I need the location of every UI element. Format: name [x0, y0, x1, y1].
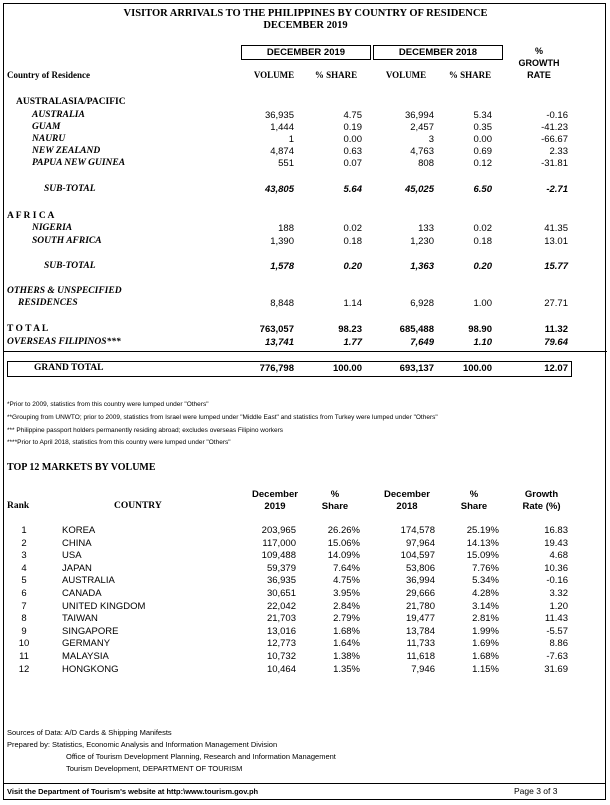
volume-2018: 808 [418, 158, 434, 169]
share-2019: 14.09% [327, 550, 360, 562]
volume-2019: 22,042 [266, 600, 296, 612]
table-row [4, 664, 607, 676]
volume-2019: 10,732 [266, 651, 296, 662]
share-2019: 2.79% [333, 613, 360, 625]
country-name: NAURU [32, 134, 66, 144]
table-row [4, 626, 607, 638]
period-header-2018: DECEMBER 2018 [373, 45, 503, 60]
volume-2019: 203,965 [261, 525, 296, 536]
others-label-line1: OTHERS & UNSPECIFIED [7, 286, 122, 296]
volume-2018: 7,649 [410, 337, 434, 348]
growth-rate: 11.43 [544, 613, 568, 625]
country: CANADA [62, 588, 102, 599]
table-row [4, 134, 607, 146]
share-2018: 4.28% [472, 588, 499, 599]
share-2019: 5.64 [343, 184, 362, 195]
volume-2019: 36,935 [266, 575, 296, 587]
rank: 1 [21, 525, 27, 536]
growth-rate: -7.63 [546, 651, 568, 662]
table-row [4, 110, 607, 122]
country: GERMANY [62, 638, 111, 650]
volume-2019: 59,379 [266, 562, 296, 574]
dec2019-header-1: December [252, 489, 298, 500]
rank: 5 [21, 575, 27, 587]
country: KOREA [62, 525, 96, 536]
growth-rate: -0.16 [546, 575, 568, 587]
growth-rate: 4.68 [549, 550, 568, 562]
share-2018: 15.09% [466, 550, 499, 562]
share-2018: 6.50 [473, 184, 492, 195]
table-row [4, 158, 607, 170]
growth-rate: -0.16 [546, 110, 568, 121]
share-2019: 0.00 [343, 134, 362, 145]
volume-2018: 104,597 [400, 550, 435, 562]
rank: 10 [18, 638, 30, 650]
footnote: ****Prior to April 2018, statistics from this country were lumped under "Others" [7, 439, 231, 446]
country-header: COUNTRY [114, 501, 162, 511]
footnote: **Grouping from UNWTO; prior to 2009, statistics from Israel were lumped under "Middle East" and statistics from Turkey were lumped under "Others" [7, 414, 438, 421]
share-2018: 98.90 [468, 324, 492, 335]
growth-header-3: RATE [527, 70, 551, 80]
share-header-2018: % SHARE [448, 70, 492, 80]
growth-rate: 13.01 [544, 236, 568, 247]
overseas-filipinos-row [4, 337, 607, 349]
share-2019: 98.23 [338, 324, 362, 335]
subtotal-label: SUB-TOTAL [44, 184, 96, 194]
table-row [4, 550, 607, 562]
rank: 3 [21, 550, 27, 562]
volume-2019: 763,057 [259, 324, 294, 335]
share-2019: 1.64% [333, 638, 360, 650]
share-2018: 1.99% [472, 625, 499, 637]
volume-2018: 2,457 [410, 122, 434, 133]
share-2019: 4.75% [333, 575, 360, 587]
share-2018: 1.69% [472, 638, 499, 650]
share-2018: 1.10 [473, 337, 492, 348]
volume-2019: 117,000 [262, 537, 296, 549]
volume-2019: 12,773 [266, 638, 296, 650]
table-row [4, 538, 607, 550]
rank: 7 [21, 600, 27, 612]
dec2018-header-2: 2018 [396, 501, 418, 512]
country-name: AUSTRALIA [32, 110, 85, 120]
growth-rate: -41.23 [541, 122, 568, 133]
share-2019: 0.19 [343, 122, 362, 133]
volume-2019: 13,016 [266, 625, 296, 637]
rank: 2 [21, 537, 27, 549]
volume-2019: 10,464 [266, 663, 296, 675]
country: CHINA [62, 537, 92, 549]
share-2018: 25.19% [466, 525, 499, 536]
volume-2019: 36,935 [264, 110, 294, 121]
share-2018: 0.69 [473, 146, 492, 157]
region-africa: A F R I C A [7, 211, 55, 221]
country: TAIWAN [62, 613, 98, 625]
volume-2018: 1,363 [410, 261, 434, 272]
share-2018: 0.00 [473, 134, 492, 145]
growth-rate: -5.57 [546, 625, 568, 637]
growth-rate: 41.35 [544, 223, 568, 234]
country: AUSTRALIA [62, 575, 115, 587]
share2019-header-2: Share [321, 501, 349, 512]
country-name: PAPUA NEW GUINEA [32, 158, 126, 168]
volume-2019: 1,444 [270, 122, 294, 133]
total-label: T O T A L [7, 324, 49, 334]
share2018-header-1: % [469, 489, 479, 500]
volume-2018: 174,578 [400, 525, 435, 536]
footnote: *** Philippine passport holders permanently residing abroad; excludes overseas Filipino workers [7, 427, 284, 434]
others-row [4, 298, 607, 310]
volume-2018: 1,230 [410, 236, 434, 247]
others-label-line2: RESIDENCES [18, 298, 78, 308]
report-page [3, 3, 606, 800]
share-2018: 5.34 [473, 110, 492, 121]
rank: 6 [21, 588, 27, 599]
growth-rate: 2.33 [549, 146, 568, 157]
volume-2019: 1 [288, 134, 294, 145]
share-2018: 7.76% [472, 562, 499, 574]
rank: 9 [21, 625, 27, 637]
office-text-2: Tourism Development, DEPARTMENT OF TOURISM [66, 764, 243, 773]
volume-2018: 21,780 [405, 600, 435, 612]
volume-2018: 53,806 [405, 562, 435, 574]
share-2018: 2.81% [472, 613, 499, 625]
volume-2018: 45,025 [404, 184, 434, 195]
volume-header-2019: VOLUME [253, 70, 295, 80]
volume-2019: 109,488 [261, 550, 296, 562]
country: UNITED KINGDOM [62, 600, 146, 612]
growth-rate: 8.86 [549, 638, 568, 650]
share-2018: 0.35 [473, 122, 492, 133]
country-name: SOUTH AFRICA [32, 236, 102, 246]
share-2018: 0.12 [473, 158, 492, 169]
table-row [4, 601, 607, 613]
rank: 11 [19, 651, 29, 662]
footnote: *Prior to 2009, statistics from this country were lumped under "Others" [7, 401, 209, 408]
share-2019: 3.95% [333, 588, 360, 599]
subtotal-row [4, 261, 607, 273]
share-2019: 0.18 [343, 236, 362, 247]
page-number: Page 3 of 3 [514, 786, 558, 796]
growth-rate: 10.36 [544, 562, 568, 574]
volume-2019: 8,848 [270, 298, 294, 309]
growth-rate: -66.67 [541, 134, 568, 145]
share-2018: 14.13% [466, 537, 499, 549]
footer-divider [4, 783, 605, 784]
divider [4, 351, 607, 352]
subtotal-row [4, 184, 607, 196]
growth-rate: 11.32 [544, 324, 568, 335]
volume-2019: 1,578 [270, 261, 294, 272]
share-2019: 0.20 [343, 261, 362, 272]
growth-header-a: Growth [524, 489, 559, 500]
growth-rate: 27.71 [544, 298, 568, 309]
share-2018: 5.34% [472, 575, 499, 587]
share-2019: 1.77 [343, 337, 362, 348]
share-2019: 1.14 [343, 298, 362, 309]
table-row [4, 223, 607, 235]
growth-rate: 3.32 [549, 588, 568, 599]
growth-rate: 79.64 [544, 337, 568, 348]
share-2019: 0.63 [343, 146, 362, 157]
table-row [4, 575, 607, 587]
country-name: GUAM [32, 122, 61, 132]
subtotal-label: SUB-TOTAL [44, 261, 96, 271]
share-2019: 7.64% [333, 562, 360, 574]
total-row [4, 324, 607, 336]
country: SINGAPORE [62, 625, 119, 637]
country: USA [62, 550, 82, 562]
volume-2018: 29,666 [405, 588, 435, 599]
rank: 4 [21, 562, 27, 574]
volume-2018: 133 [418, 223, 434, 234]
volume-2018: 11,618 [406, 651, 435, 662]
grand-total-label: GRAND TOTAL [34, 363, 104, 373]
share-2018: 1.00 [473, 298, 492, 309]
table-row [4, 588, 607, 600]
growth-header-b: Rate (%) [522, 501, 561, 512]
growth-rate: 1.20 [549, 600, 568, 612]
share-2019: 0.07 [343, 158, 362, 169]
office-text-1: Office of Tourism Development Planning, Research and Information Management [66, 752, 336, 761]
country: MALAYSIA [62, 651, 109, 662]
share-2019: 26.26% [327, 525, 360, 536]
dec2018-header-1: December [384, 489, 430, 500]
prepared-by-text: Prepared by: Statistics, Economic Analysis and Information Management Division [7, 740, 278, 749]
share-2019: 15.06% [327, 537, 360, 549]
volume-2019: 1,390 [270, 236, 294, 247]
volume-2018: 6,928 [410, 298, 434, 309]
rank: 8 [21, 613, 27, 625]
share-2019: 0.02 [343, 223, 362, 234]
region-australasia: AUSTRALASIA/PACIFIC [16, 97, 126, 107]
volume-2018: 3 [428, 134, 434, 145]
volume-2018: 11,733 [406, 638, 435, 650]
share-2019: 4.75 [343, 110, 362, 121]
report-title-line1: VISITOR ARRIVALS TO THE PHILIPPINES BY COUNTRY OF RESIDENCE [123, 8, 488, 19]
volume-2019: 13,741 [264, 337, 294, 348]
share-2019: 2.84% [333, 600, 360, 612]
sources-text: Sources of Data: A/D Cards & Shipping Manifests [7, 728, 172, 737]
table-row [4, 638, 607, 650]
volume-2019: 4,874 [270, 146, 294, 157]
country-column-header: Country of Residence [7, 70, 90, 80]
top12-title: TOP 12 MARKETS BY VOLUME [7, 462, 156, 473]
volume-2018: 13,784 [405, 625, 435, 637]
share-2018: 0.02 [473, 223, 492, 234]
table-row [4, 563, 607, 575]
share-2019: 1.68% [333, 625, 360, 637]
growth-rate: -2.71 [546, 184, 568, 195]
growth-rate: -31.81 [541, 158, 568, 169]
volume-2019: 188 [278, 223, 294, 234]
table-row [4, 146, 607, 158]
volume-2019: 21,703 [266, 613, 296, 625]
country-name: NIGERIA [32, 223, 73, 233]
share-2018: 1.68% [472, 651, 499, 662]
share2019-header-1: % [330, 489, 340, 500]
dec2019-header-2: 2019 [264, 501, 286, 512]
share-2019: 1.35% [333, 663, 360, 675]
volume-2019: 551 [278, 158, 294, 169]
volume-2018: 4,763 [410, 146, 434, 157]
volume-2018: 19,477 [405, 613, 435, 625]
overseas-filipinos-label: OVERSEAS FILIPINOS*** [7, 337, 121, 347]
share-2018: 100.00 [462, 363, 492, 374]
growth-header-2: GROWTH [518, 58, 560, 68]
country: JAPAN [62, 562, 92, 574]
rank: 12 [18, 663, 30, 675]
growth-rate: 31.69 [544, 663, 568, 675]
volume-2018: 693,137 [399, 363, 434, 374]
report-title-line2: DECEMBER 2019 [263, 20, 348, 31]
volume-2019: 43,805 [264, 184, 294, 195]
rank-header: Rank [7, 501, 30, 511]
volume-2018: 36,994 [404, 110, 434, 121]
table-row [4, 651, 607, 663]
country-name: NEW ZEALAND [32, 146, 101, 156]
growth-header-1: % [534, 46, 543, 56]
growth-rate: 15.77 [544, 261, 568, 272]
growth-rate: 12.07 [544, 363, 568, 374]
volume-2018: 685,488 [399, 324, 434, 335]
table-row [4, 122, 607, 134]
volume-2018: 36,994 [405, 575, 435, 587]
growth-rate: 19.43 [544, 537, 568, 549]
share-2018: 3.14% [472, 600, 499, 612]
period-header-2019: DECEMBER 2019 [241, 45, 371, 60]
website-link[interactable]: Visit the Department of Tourism's website at http:\www.tourism.gov.ph [7, 787, 259, 796]
share-2019: 100.00 [332, 363, 362, 374]
share-2018: 0.18 [473, 236, 492, 247]
share-2018: 0.20 [473, 261, 492, 272]
volume-2019: 776,798 [259, 363, 294, 374]
country: HONGKONG [62, 663, 119, 675]
growth-rate: 16.83 [544, 525, 568, 536]
share-2018: 1.15% [472, 663, 499, 675]
volume-2019: 30,651 [266, 588, 296, 599]
share-header-2019: % SHARE [314, 70, 358, 80]
table-row [4, 613, 607, 625]
volume-header-2018: VOLUME [385, 70, 427, 80]
table-row [4, 236, 607, 248]
share-2019: 1.38% [333, 651, 360, 662]
table-row [4, 525, 607, 537]
volume-2018: 97,964 [405, 537, 435, 549]
grand-total-row [4, 363, 607, 375]
share2018-header-2: Share [460, 501, 488, 512]
volume-2018: 7,946 [411, 663, 435, 675]
